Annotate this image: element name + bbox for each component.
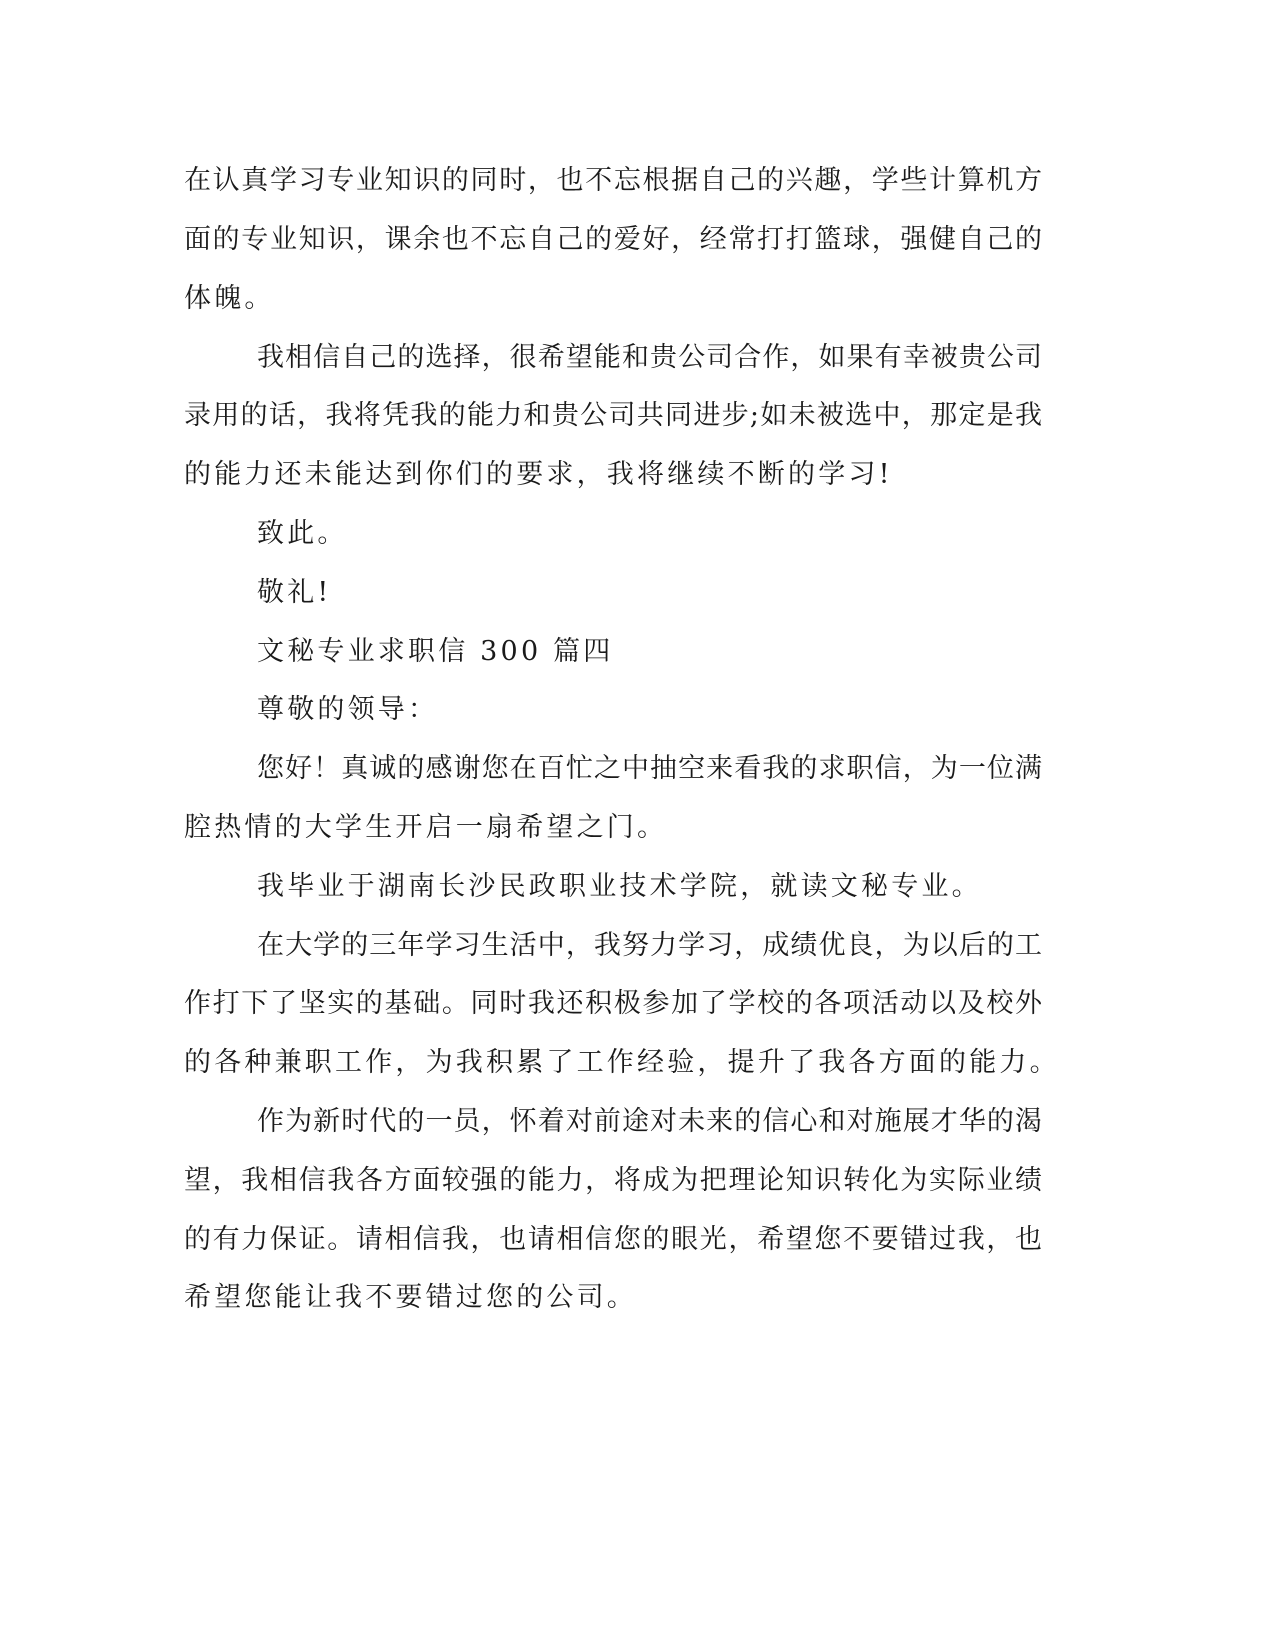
text-line: 我毕业于湖南长沙民政职业技术学院，就读文秘专业。 xyxy=(257,871,982,902)
salutation: 尊敬的领导： xyxy=(257,694,439,725)
text-line: 作打下了坚实的基础。同时我还积极参加了学校的各项活动以及校外 xyxy=(184,988,1042,1019)
section-heading: 文秘专业求职信 300 篇四 xyxy=(257,636,614,667)
text-line: 您好！真诚的感谢您在百忙之中抽空来看我的求职信，为一位满 xyxy=(257,753,1042,784)
text-line: 的各种兼职工作，为我积累了工作经验，提升了我各方面的能力。 xyxy=(184,1047,1060,1078)
text-line: 望，我相信我各方面较强的能力，将成为把理论知识转化为实际业绩 xyxy=(184,1165,1042,1196)
text-line: 体魄。 xyxy=(184,283,275,314)
text-line: 在认真学习专业知识的同时，也不忘根据自己的兴趣，学些计算机方 xyxy=(184,165,1042,196)
text-line: 面的专业知识，课余也不忘自己的爱好，经常打打篮球，强健自己的 xyxy=(184,224,1042,255)
text-line: 希望您能让我不要错过您的公司。 xyxy=(184,1282,637,1313)
text-line: 腔热情的大学生开启一扇希望之门。 xyxy=(184,812,668,843)
text-line: 作为新时代的一员，怀着对前途对未来的信心和对施展才华的渴 xyxy=(257,1106,1042,1137)
text-line: 致此。 xyxy=(257,518,348,549)
text-line: 敬礼! xyxy=(257,577,332,608)
text-line: 录用的话，我将凭我的能力和贵公司共同进步;如未被选中，那定是我 xyxy=(184,400,1042,431)
text-line: 在大学的三年学习生活中，我努力学习，成绩优良，为以后的工 xyxy=(257,930,1042,961)
text-line: 的能力还未能达到你们的要求，我将继续不断的学习! xyxy=(184,459,893,490)
text-line: 我相信自己的选择，很希望能和贵公司合作，如果有幸被贵公司 xyxy=(257,342,1042,373)
text-line: 的有力保证。请相信我，也请相信您的眼光，希望您不要错过我，也 xyxy=(184,1224,1042,1255)
